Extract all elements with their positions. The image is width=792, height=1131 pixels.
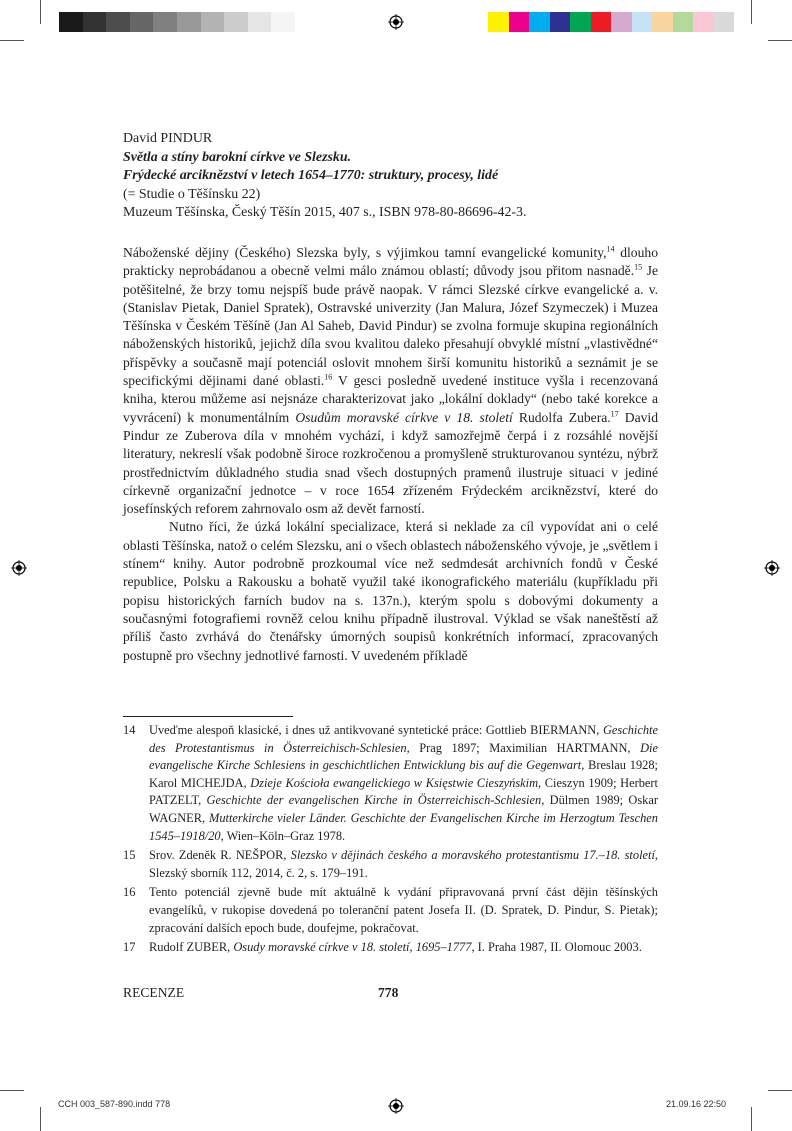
text-run: , Breslau 1928; Karol MICHEJDA, bbox=[149, 758, 658, 790]
book-reference: Osudům moravské církve v 18. století bbox=[295, 409, 513, 425]
text-run: Srov. Zdeněk R. NEŠPOR, bbox=[149, 848, 291, 863]
slug-date: 21.09.16 22:50 bbox=[666, 1099, 727, 1109]
color-swatch bbox=[714, 12, 735, 32]
crop-mark bbox=[751, 1107, 752, 1131]
color-swatch bbox=[570, 12, 591, 32]
text-run: , Slezský sborník 112, 2014, č. 2, s. 179–191. bbox=[149, 848, 658, 880]
gray-calibration-bar bbox=[59, 12, 295, 32]
citation-title: Osudy moravské církve v 18. století, 1695–1777, bbox=[233, 940, 475, 955]
citation-title: Slezsko v dějinách českého a moravského protestantismu 17.–18. století bbox=[290, 848, 655, 863]
citation-title: Geschichte des Protestantismus in Österreichisch-Schlesien, bbox=[149, 723, 658, 755]
citation-title: Die evangelische Kirche Schlesiens in geschichtlichen Entwicklung bis auf die Gegenwart bbox=[149, 740, 658, 773]
registration-mark-icon bbox=[764, 560, 780, 576]
color-swatch bbox=[632, 12, 653, 32]
color-swatch bbox=[106, 12, 130, 32]
color-swatch bbox=[271, 12, 295, 32]
color-swatch bbox=[83, 12, 107, 32]
text-run: Je potěšitelné, že brzy tomu nejspíš bude právě naopak. V rámci Slezské církve evangelické a. v. (Stanislav Pietak, Daniel Spratek), Ostravské univerzity (Jan Malura, Józef Szymeczek) i Muzea Těšínska v Českém Těšíně (Jan Al Saheb, David Pindur) se zvolna formuje skupina regionálních náboženských historiků, jejichž díla svou kvalitou daleko přesahují obvyklé místní „vlastivědné“ příspěvky a současně mají potenciál oslovit mnohem širší komunitu historiků a seznámit je se specifickými dějinami dané oblasti. bbox=[123, 263, 658, 389]
section-label: RECENZE bbox=[123, 985, 185, 1000]
text-run: Wien–Köln–Graz 1978. bbox=[223, 828, 346, 843]
color-swatch bbox=[153, 12, 177, 32]
crop-mark bbox=[0, 1090, 24, 1091]
footnote-text bbox=[149, 722, 658, 845]
footnote-ref[interactable]: 14 bbox=[606, 244, 615, 254]
crop-mark bbox=[768, 40, 792, 41]
footnote-ref[interactable]: 16 bbox=[324, 372, 333, 382]
paragraph: Nutno říci, že úzká lokální specializace, která si neklade za cíl vypovídat ani o celé oblasti Těšínska, natož o celém Slezsku, ani o všech oblastech náboženského vývoje, je „světlem i stínem“ knihy. Autor podrobně prozkoumal více než sedmdesát archivních fondů v České republice, Polsku a Rakousku a bohatě využil také ikonografického materiálu (kupříkladu při popisu historických farních budov na s. 137n.), kterým spolu s dobovými dokumenty a současnými fotografiemi rovněž celou knihu případně ilustroval. Výklad se však naneštěstí až příliš často zvrhává do čtenářsky úmorných soupisů konkrétních informací, zpracovaných postupně pro všechny jednotlivé farnosti. V uvedeném příkladě bbox=[123, 519, 658, 663]
text-run: David Pindur ze Zuberova díla v mnohém vychází, i když samozřejmě čerpá i z rozsáhlé novější literatury, nekreslí však podobně široce rozkročenou a promyšleně strukturovanou syntézu, nýbrž prostřednictvím důkladného studia snad všech dostupných pramenů ilustruje situaci v jediné církevně organizační jednotce – v roce 1654 zřízeném Frýdeckém arciknězství, které do josefínských reforem zahrnovalo osm až devět farností. bbox=[123, 409, 659, 517]
color-swatch bbox=[130, 12, 154, 32]
citation-title: Geschichte der evangelischen Kirche in Österreichisch-Schlesien bbox=[206, 793, 542, 808]
crop-mark bbox=[40, 0, 41, 24]
review-body bbox=[123, 244, 658, 665]
book-publisher: Muzeum Těšínska, Český Těšín 2015, 407 s., ISBN 978-80-86696-42-3. bbox=[123, 205, 527, 221]
color-swatch bbox=[201, 12, 225, 32]
color-swatch bbox=[611, 12, 632, 32]
footnote bbox=[123, 939, 658, 957]
footnote-text bbox=[149, 939, 658, 957]
text-run: I. Praha 1987, II. Olomouc 2003. bbox=[474, 940, 642, 955]
footnote-number: 15 bbox=[123, 848, 136, 863]
slug-file: CCH 003_587-890.indd 778 bbox=[58, 1099, 171, 1109]
color-swatch bbox=[673, 12, 694, 32]
color-swatch bbox=[550, 12, 571, 32]
crop-mark bbox=[768, 1090, 792, 1091]
footnote-text bbox=[149, 847, 658, 882]
text-run: Cieszyn 1909; Herbert PATZELT, bbox=[149, 775, 658, 808]
page-number: 778 bbox=[378, 985, 399, 1000]
registration-mark-icon bbox=[388, 14, 404, 30]
color-swatch bbox=[224, 12, 248, 32]
crop-mark bbox=[0, 40, 24, 41]
color-swatch bbox=[652, 12, 673, 32]
text-run: , Dülmen 1989; Oskar WAGNER, bbox=[149, 793, 658, 825]
footnote-number: 17 bbox=[123, 940, 136, 955]
footnote bbox=[123, 847, 658, 882]
footnote-text: Tento potenciál zjevně bude mít aktuálně k vydání připravovaná první část dějin těšínských evangelíků, v rukopise dovedená po toleranční patent Josefa II. (D. Spratek, D. Pindur, S. Pietak); zpracování dalších epoch bude, doufejme, pokračovat. bbox=[149, 885, 658, 935]
book-subtitle: Frýdecké arciknězství v letech 1654–1770: struktury, procesy, lidé bbox=[123, 168, 499, 184]
text-run: Uveďme alespoň klasické, i dnes už antikvované syntetické práce: Gottlieb BIERMANN, bbox=[149, 723, 603, 737]
color-swatch bbox=[591, 12, 612, 32]
crop-mark bbox=[40, 1107, 41, 1131]
text-run: Rudolf ZUBER, bbox=[149, 940, 234, 955]
citation-title: Dzieje Kościoła ewangelickiego w Księstwie Cieszyńskim, bbox=[250, 775, 542, 790]
color-swatch bbox=[529, 12, 550, 32]
color-swatch bbox=[248, 12, 272, 32]
book-title: Světla a stíny barokní církve ve Slezsku. bbox=[123, 149, 352, 165]
color-swatch bbox=[509, 12, 530, 32]
paragraph bbox=[123, 244, 658, 518]
color-swatch bbox=[488, 12, 509, 32]
footnote-ref[interactable]: 15 bbox=[634, 262, 643, 272]
book-author: David PINDUR bbox=[123, 131, 213, 146]
color-swatch bbox=[177, 12, 201, 32]
review-header bbox=[123, 130, 658, 223]
color-swatch bbox=[59, 12, 83, 32]
text-run: Prag 1897; Maximilian HARTMANN, bbox=[409, 740, 641, 755]
text-run: dlouho prakticky neprobádanou a obecně velmi málo známou oblastí; důvody jsou přitom nasnadě. bbox=[123, 245, 658, 279]
book-series: (= Studie o Těšínsku 22) bbox=[123, 186, 261, 202]
footnote-number: 16 bbox=[123, 885, 136, 900]
citation-title: Mutterkirche vieler Länder. Geschichte der Evangelischen Kirche im Herzogtum Teschen 1545–1918/20, bbox=[149, 810, 658, 843]
text-run: V gesci posledně uvedené instituce vyšla i recenzovaná kniha, kterou můžeme asi nejsnáze charakterizovat jako „lokální doklady“ (nebo také korekce a vyvrácení) k monumentálním bbox=[123, 373, 658, 425]
footnote-divider bbox=[123, 716, 293, 717]
crop-mark bbox=[751, 0, 752, 24]
footnote-number: 14 bbox=[123, 723, 136, 737]
registration-mark-icon bbox=[11, 560, 27, 576]
footnote bbox=[123, 884, 658, 937]
color-swatch bbox=[693, 12, 714, 32]
footnote-ref[interactable]: 17 bbox=[610, 409, 619, 419]
color-calibration-bar bbox=[488, 12, 734, 32]
registration-mark-icon bbox=[388, 1098, 404, 1114]
text-run: Náboženské dějiny (Českého) Slezska byly, s výjimkou tamní evangelické komunity, bbox=[123, 245, 607, 260]
text-run: Rudolfa Zubera. bbox=[512, 409, 611, 425]
footnotes bbox=[123, 722, 658, 959]
footnote bbox=[123, 722, 658, 845]
